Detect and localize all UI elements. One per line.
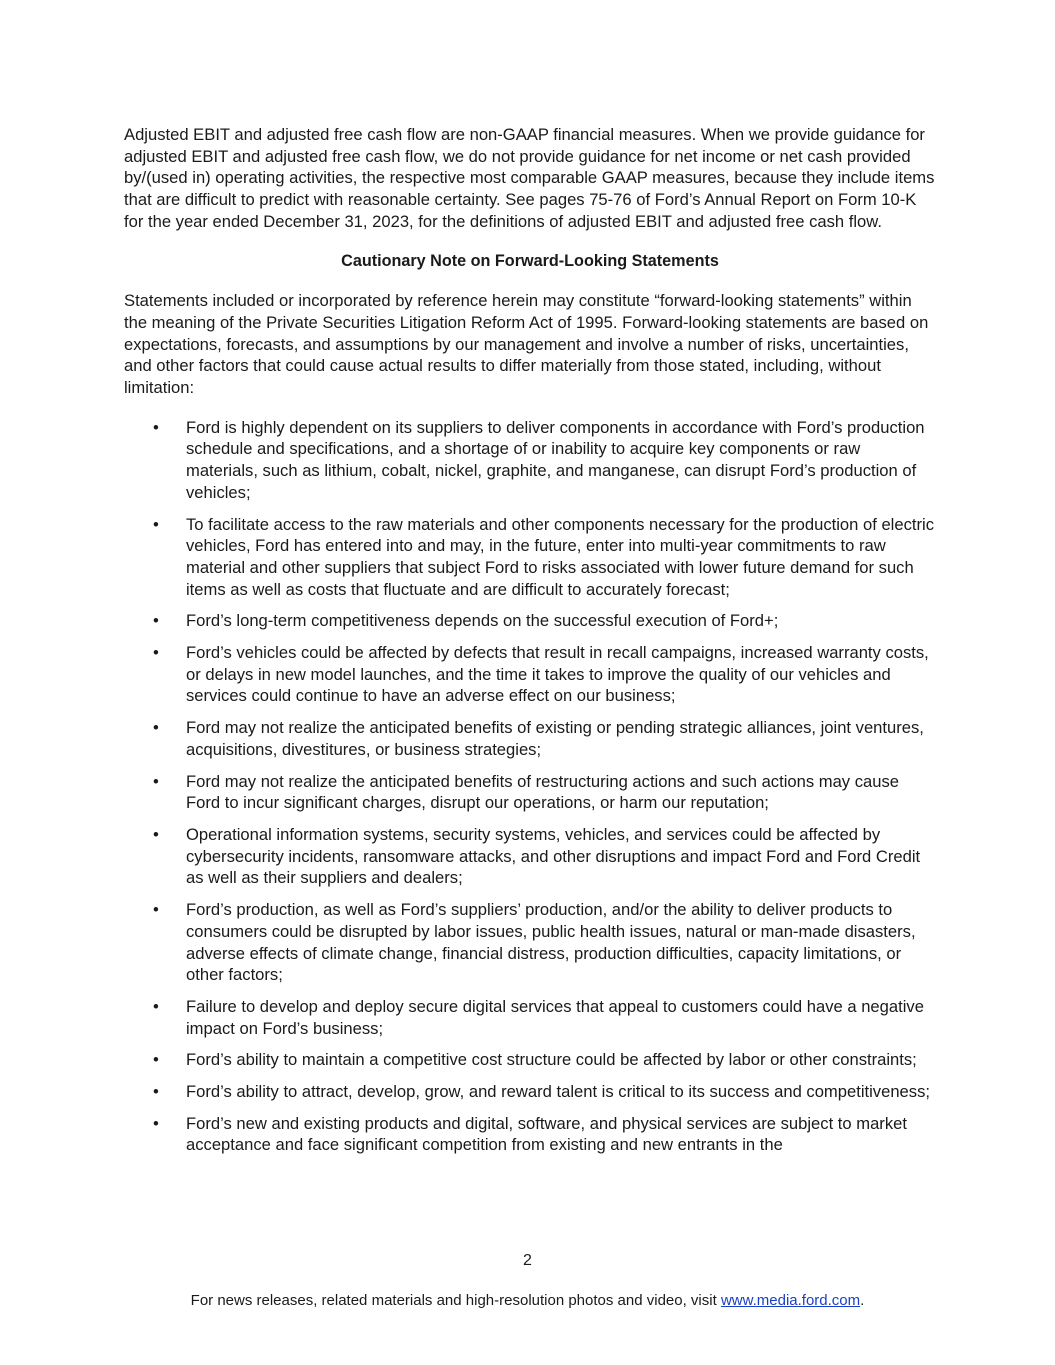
risk-factor-text: Ford’s production, as well as Ford’s suppliers’ production, and/or the ability to deliver products to consumers could be disrupted by labor issues, public health issues, natural or man-made disasters, adverse effects of climate change, financial distress, production difficulties, capacity limitations, or other factors;: [186, 900, 916, 985]
risk-factor-text: Ford’s ability to maintain a competitive cost structure could be affected by labor or other constraints;: [186, 1050, 917, 1070]
page-number: 2: [523, 1252, 532, 1269]
risk-factor-item: [124, 417, 936, 504]
document-body: [124, 124, 936, 1166]
risk-factor-item: [124, 1113, 936, 1156]
risk-factor-text: Ford is highly dependent on its suppliers to deliver components in accordance with Ford’s production schedule and specifications, and a shortage of or inability to acquire key components or raw materials, such as lithium, cobalt, nickel, graphite, and manganese, can disrupt Ford’s production of vehicles;: [186, 417, 925, 502]
bullet-icon: •: [153, 1082, 159, 1102]
cautionary-heading: Cautionary Note on Forward-Looking Statements: [341, 251, 719, 270]
risk-factor-text: Ford’s new and existing products and digital, software, and physical services are subject to market acceptance and face significant competition from existing and new entrants in the: [186, 1113, 907, 1155]
risk-factor-text: Ford may not realize the anticipated benefits of restructuring actions and such actions may cause Ford to incur significant charges, disrupt our operations, or harm our reputation;: [186, 771, 899, 813]
footer-text: For news releases, related materials and high-resolution photos and video, visit: [190, 1292, 721, 1309]
risk-factor-item: [124, 514, 936, 601]
intro-paragraph: Adjusted EBIT and adjusted free cash flow are non-GAAP financial measures. When we provide guidance for adjusted EBIT and adjusted free cash flow, we do not provide guidance for net income or net cash provided by/(used in) operating activities, the respective most comparable GAAP measures, because they include items that are difficult to predict with reasonable certainty. See pages 75-76 of Ford’s Annual Report on Form 10-K for the year ended December 31, 2023, for the definitions of adjusted EBIT and adjusted free cash flow.: [124, 125, 935, 231]
risk-factor-text: Ford may not realize the anticipated benefits of existing or pending strategic alliances, joint ventures, acquisitions, divestitures, or business strategies;: [186, 718, 924, 759]
risk-factor-item: [124, 610, 936, 632]
risk-factor-text: Operational information systems, security systems, vehicles, and services could be affected by cybersecurity incidents, ransomware attacks, and other disruptions and impact Ford and Ford Credit as well as their suppliers and dealers;: [186, 824, 921, 888]
footer-suffix: .: [860, 1292, 865, 1309]
risk-factor-list: [124, 417, 936, 1156]
bullet-icon: •: [153, 611, 159, 631]
statements-paragraph: Statements included or incorporated by reference herein may constitute “forward-looking statements” within the meaning of the Private Securities Litigation Reform Act of 1995. Forward-looking statements are based on expectations, forecasts, and assumptions by our management and involve a number of risks, uncertainties, and other factors that could cause actual results to differ materially from those stated, including, without limitation:: [124, 291, 929, 398]
risk-factor-item: [124, 899, 936, 986]
bullet-icon: •: [153, 1113, 159, 1133]
risk-factor-item: [124, 824, 936, 889]
bullet-icon: •: [153, 996, 159, 1016]
risk-factor-text: Ford’s ability to attract, develop, grow, and reward talent is critical to its success and competitiveness;: [186, 1082, 930, 1102]
bullet-icon: •: [153, 1050, 159, 1070]
bullet-icon: •: [153, 417, 159, 437]
risk-factor-item: [124, 642, 936, 707]
risk-factor-item: [124, 1081, 936, 1103]
risk-factor-text: Ford’s long-term competitiveness depends on the successful execution of Ford+;: [186, 611, 779, 631]
risk-factor-item: [124, 771, 936, 814]
bullet-icon: •: [153, 718, 159, 738]
risk-factor-text: To facilitate access to the raw materials and other components necessary for the production of electric vehicles, Ford has entered into and may, in the future, enter into multi-year commitments to raw material and other suppliers that subject Ford to risks associated with lower future demand for such items as well as costs that fluctuate and are difficult to accurately forecast;: [186, 514, 935, 599]
bullet-icon: •: [153, 643, 159, 663]
risk-factor-item: [124, 717, 936, 760]
bullet-icon: •: [153, 824, 159, 844]
footer: [0, 1290, 1055, 1312]
risk-factor-item: [124, 1049, 936, 1071]
bullet-icon: •: [153, 900, 159, 920]
risk-factor-item: [124, 996, 936, 1039]
media-site-link[interactable]: www.media.ford.com: [720, 1292, 861, 1309]
risk-factor-text: Failure to develop and deploy secure digital services that appeal to customers could have a negative impact on Ford’s business;: [186, 996, 924, 1038]
bullet-icon: •: [153, 514, 159, 534]
risk-factor-text: Ford’s vehicles could be affected by defects that result in recall campaigns, increased warranty costs, or delays in new model launches, and the time it takes to improve the quality of our vehicles and services could continue to have an adverse effect on our business;: [186, 643, 929, 706]
bullet-icon: •: [153, 771, 159, 791]
